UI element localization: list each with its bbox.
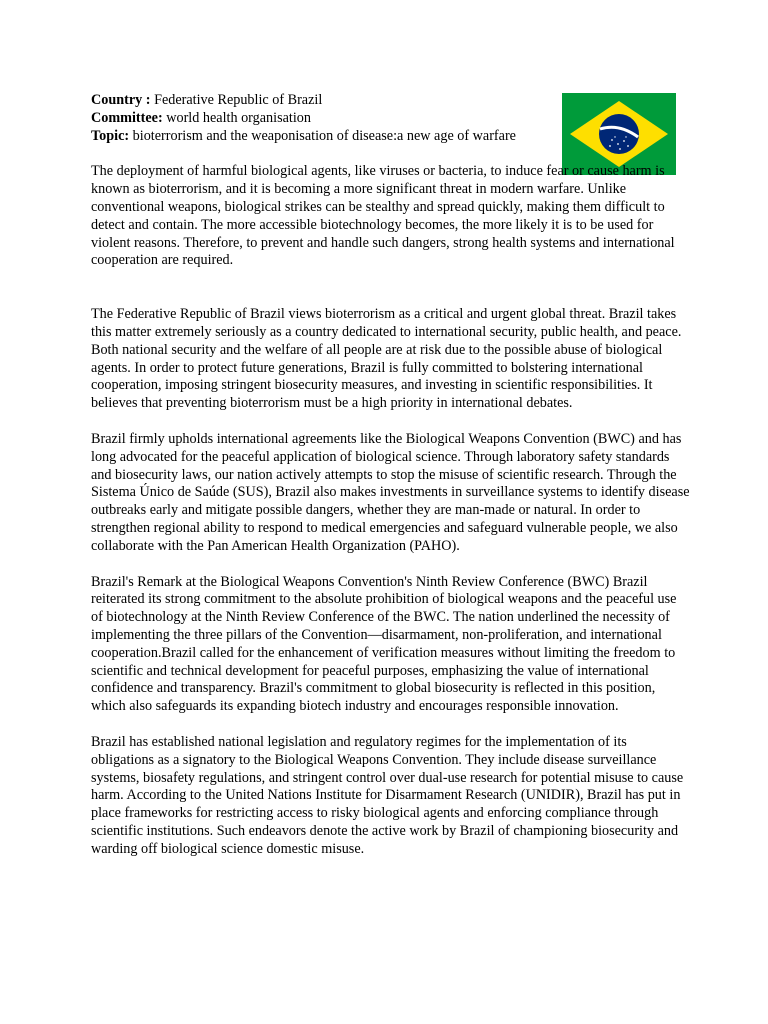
topic-value: bioterrorism and the weaponisation of disease:a new age of warfare xyxy=(132,127,516,144)
country-line xyxy=(91,92,691,110)
country-label: Country : xyxy=(91,92,151,108)
topic-line xyxy=(91,128,691,146)
topic-label: Topic: xyxy=(91,127,130,144)
committee-value: world health organisation xyxy=(166,109,311,126)
paragraph-brazil-position: The Federative Republic of Brazil views bioterrorism as a critical and urgent global threat. Brazil takes this matter extremely seriously as a country dedicated to international security, public health, and peace. Both national security and the welfare of all people are at risk due to the possible abuse of biological agents. In order to protect future generations, Brazil is fully committed to bolstering international cooperation, imposing stringent biosecurity measures, and investing in scientific responsibilities. It believes that preventing bioterrorism must be a high priority in international debates. xyxy=(91,306,682,412)
committee-label: Committee: xyxy=(91,109,163,126)
document-body xyxy=(91,92,691,876)
country-value: Federative Republic of Brazil xyxy=(154,92,323,108)
committee-line xyxy=(91,110,691,128)
paragraph-introduction: The deployment of harmful biological agents, like viruses or bacteria, to induce fear or cause harm is known as bioterrorism, and it is becoming a more significant threat in modern warfare. Unlike conventional weapons, biological strikes can be stealthy and spread quickly, making them difficult to detect and contain. The more accessible biotechnology becomes, the more likely it is to be used for violent reasons. Therefore, to prevent and handle such dangers, strong health systems and international cooperation are required. xyxy=(91,163,675,269)
paragraph-bwc-support: Brazil firmly upholds international agreements like the Biological Weapons Convention (BWC) and has long advocated for the peaceful application of biological science. Through laboratory safety standards and biosecurity laws, our nation actively attempts to stop the misuse of scientific research. Through the Sistema Único de Saúde (SUS), Brazil also makes investments in surveillance systems to identify disease outbreaks early and mitigate possible dangers, whether they are man-made or natural. In order to strengthen regional ability to respond to medical emergencies and safeguard vulnerable people, we also collaborate with the Pan American Health Organization (PAHO). xyxy=(91,430,690,554)
paragraph-national-legislation: Brazil has established national legislation and regulatory regimes for the implementation of its obligations as a signatory to the Biological Weapons Convention. They include disease surveillance systems, biosafety regulations, and stringent control over dual-use research for potential misuse to cause harm. According to the United Nations Institute for Disarmament Research (UNIDIR), Brazil has put in place frameworks for restricting access to risky biological agents and enforcing compliance through scientific institutions. Such endeavors denote the active work by Brazil of championing biosecurity and warding off biological science domestic misuse. xyxy=(91,733,684,857)
paragraph-review-conference: Brazil's Remark at the Biological Weapons Convention's Ninth Review Conference (BWC) Brazil reiterated its strong commitment to the absolute prohibition of biological weapons and the peaceful use of biotechnology at the Ninth Review Conference of the BWC. The nation underlined the necessity of implementing the three pillars of the Convention—disarmament, non-proliferation, and international cooperation.Brazil called for the enhancement of verification measures without limiting the freedom to scientific and technical development for peaceful purposes, emphasizing the value of international confidence and transparency. Brazil's commitment to global biosecurity is reflected in this position, which also safeguards its expanding biotech industry and encourages responsible innovation. xyxy=(91,573,677,715)
